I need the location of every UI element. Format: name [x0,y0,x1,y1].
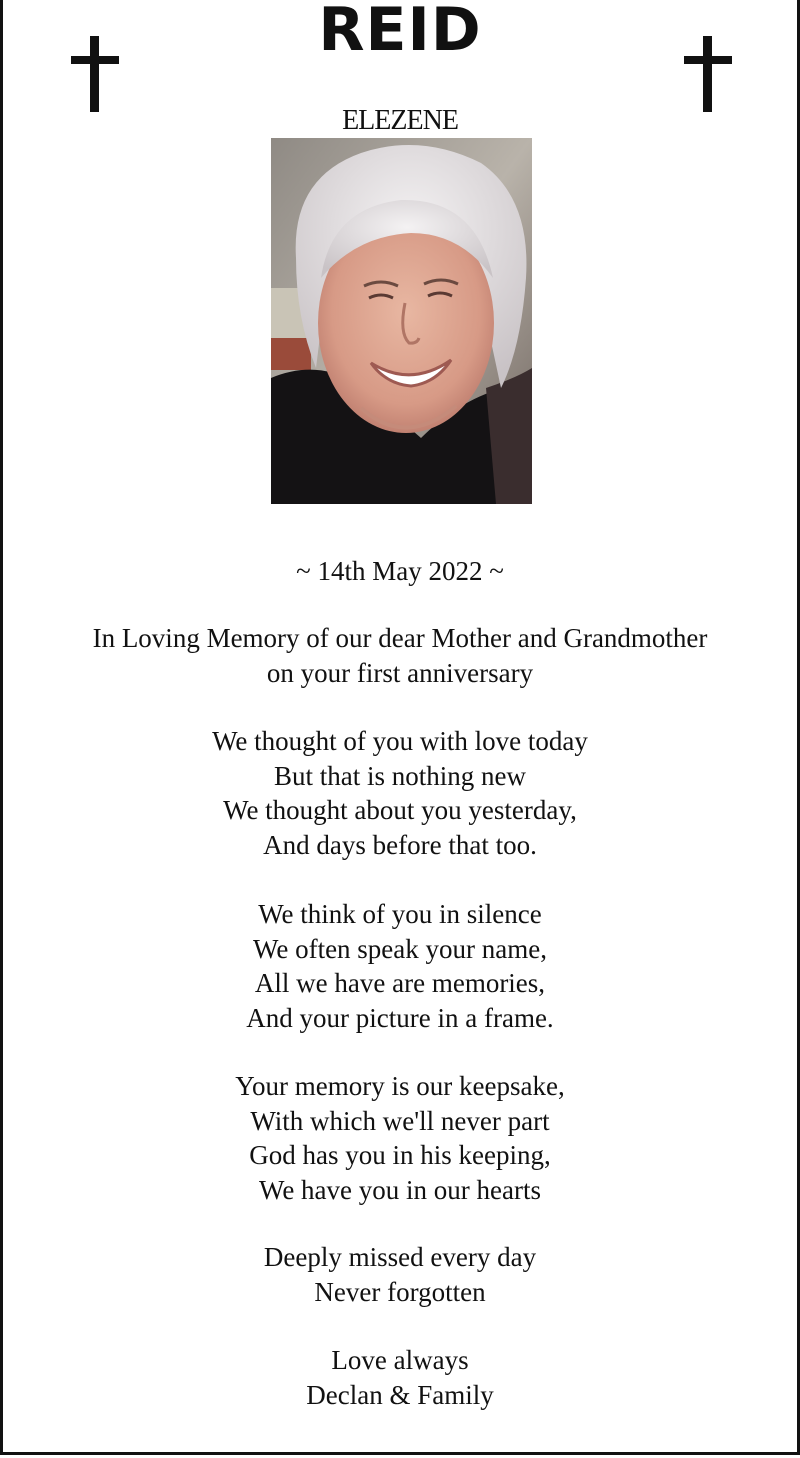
portrait-photo [271,138,532,504]
verse-line: We often speak your name, [253,933,547,964]
cross-icon [71,36,119,112]
surname-heading: REID [318,0,482,65]
closing [0,1343,800,1412]
verse [0,1240,800,1309]
verse [0,1069,800,1207]
verse [0,897,800,1035]
first-name: ELEZENE [342,105,458,136]
verse-line: Never forgotten [314,1276,486,1307]
dedication-line: In Loving Memory of our dear Mother and Grandmother [92,623,708,653]
verse-line: We think of you in silence [258,899,542,929]
verse-line: And your picture in a frame. [246,1002,554,1033]
verse-line: God has you in his keeping, [249,1140,551,1170]
closing-line: Love always [331,1345,469,1375]
signature-line: Declan & Family [306,1379,494,1410]
verse-line: But that is nothing new [274,760,526,791]
dedication [0,621,800,690]
verse-line: We thought about you yesterday, [223,795,577,825]
verse-line: Your memory is our keepsake, [235,1071,565,1101]
verse-line: We have you in our hearts [259,1174,541,1205]
verse-line: Deeply missed every day [263,1242,537,1272]
anniversary-date: ~ 14th May 2022 ~ [296,556,504,586]
verse-line: With which we'll never part [250,1105,550,1136]
verse-line: We thought of you with love today [212,726,588,756]
cross-icon [684,36,732,112]
verse-line: All we have are memories, [254,968,546,998]
dedication-line: on your first anniversary [266,657,534,688]
verse-line: And days before that too. [263,829,537,860]
verse [0,724,800,862]
